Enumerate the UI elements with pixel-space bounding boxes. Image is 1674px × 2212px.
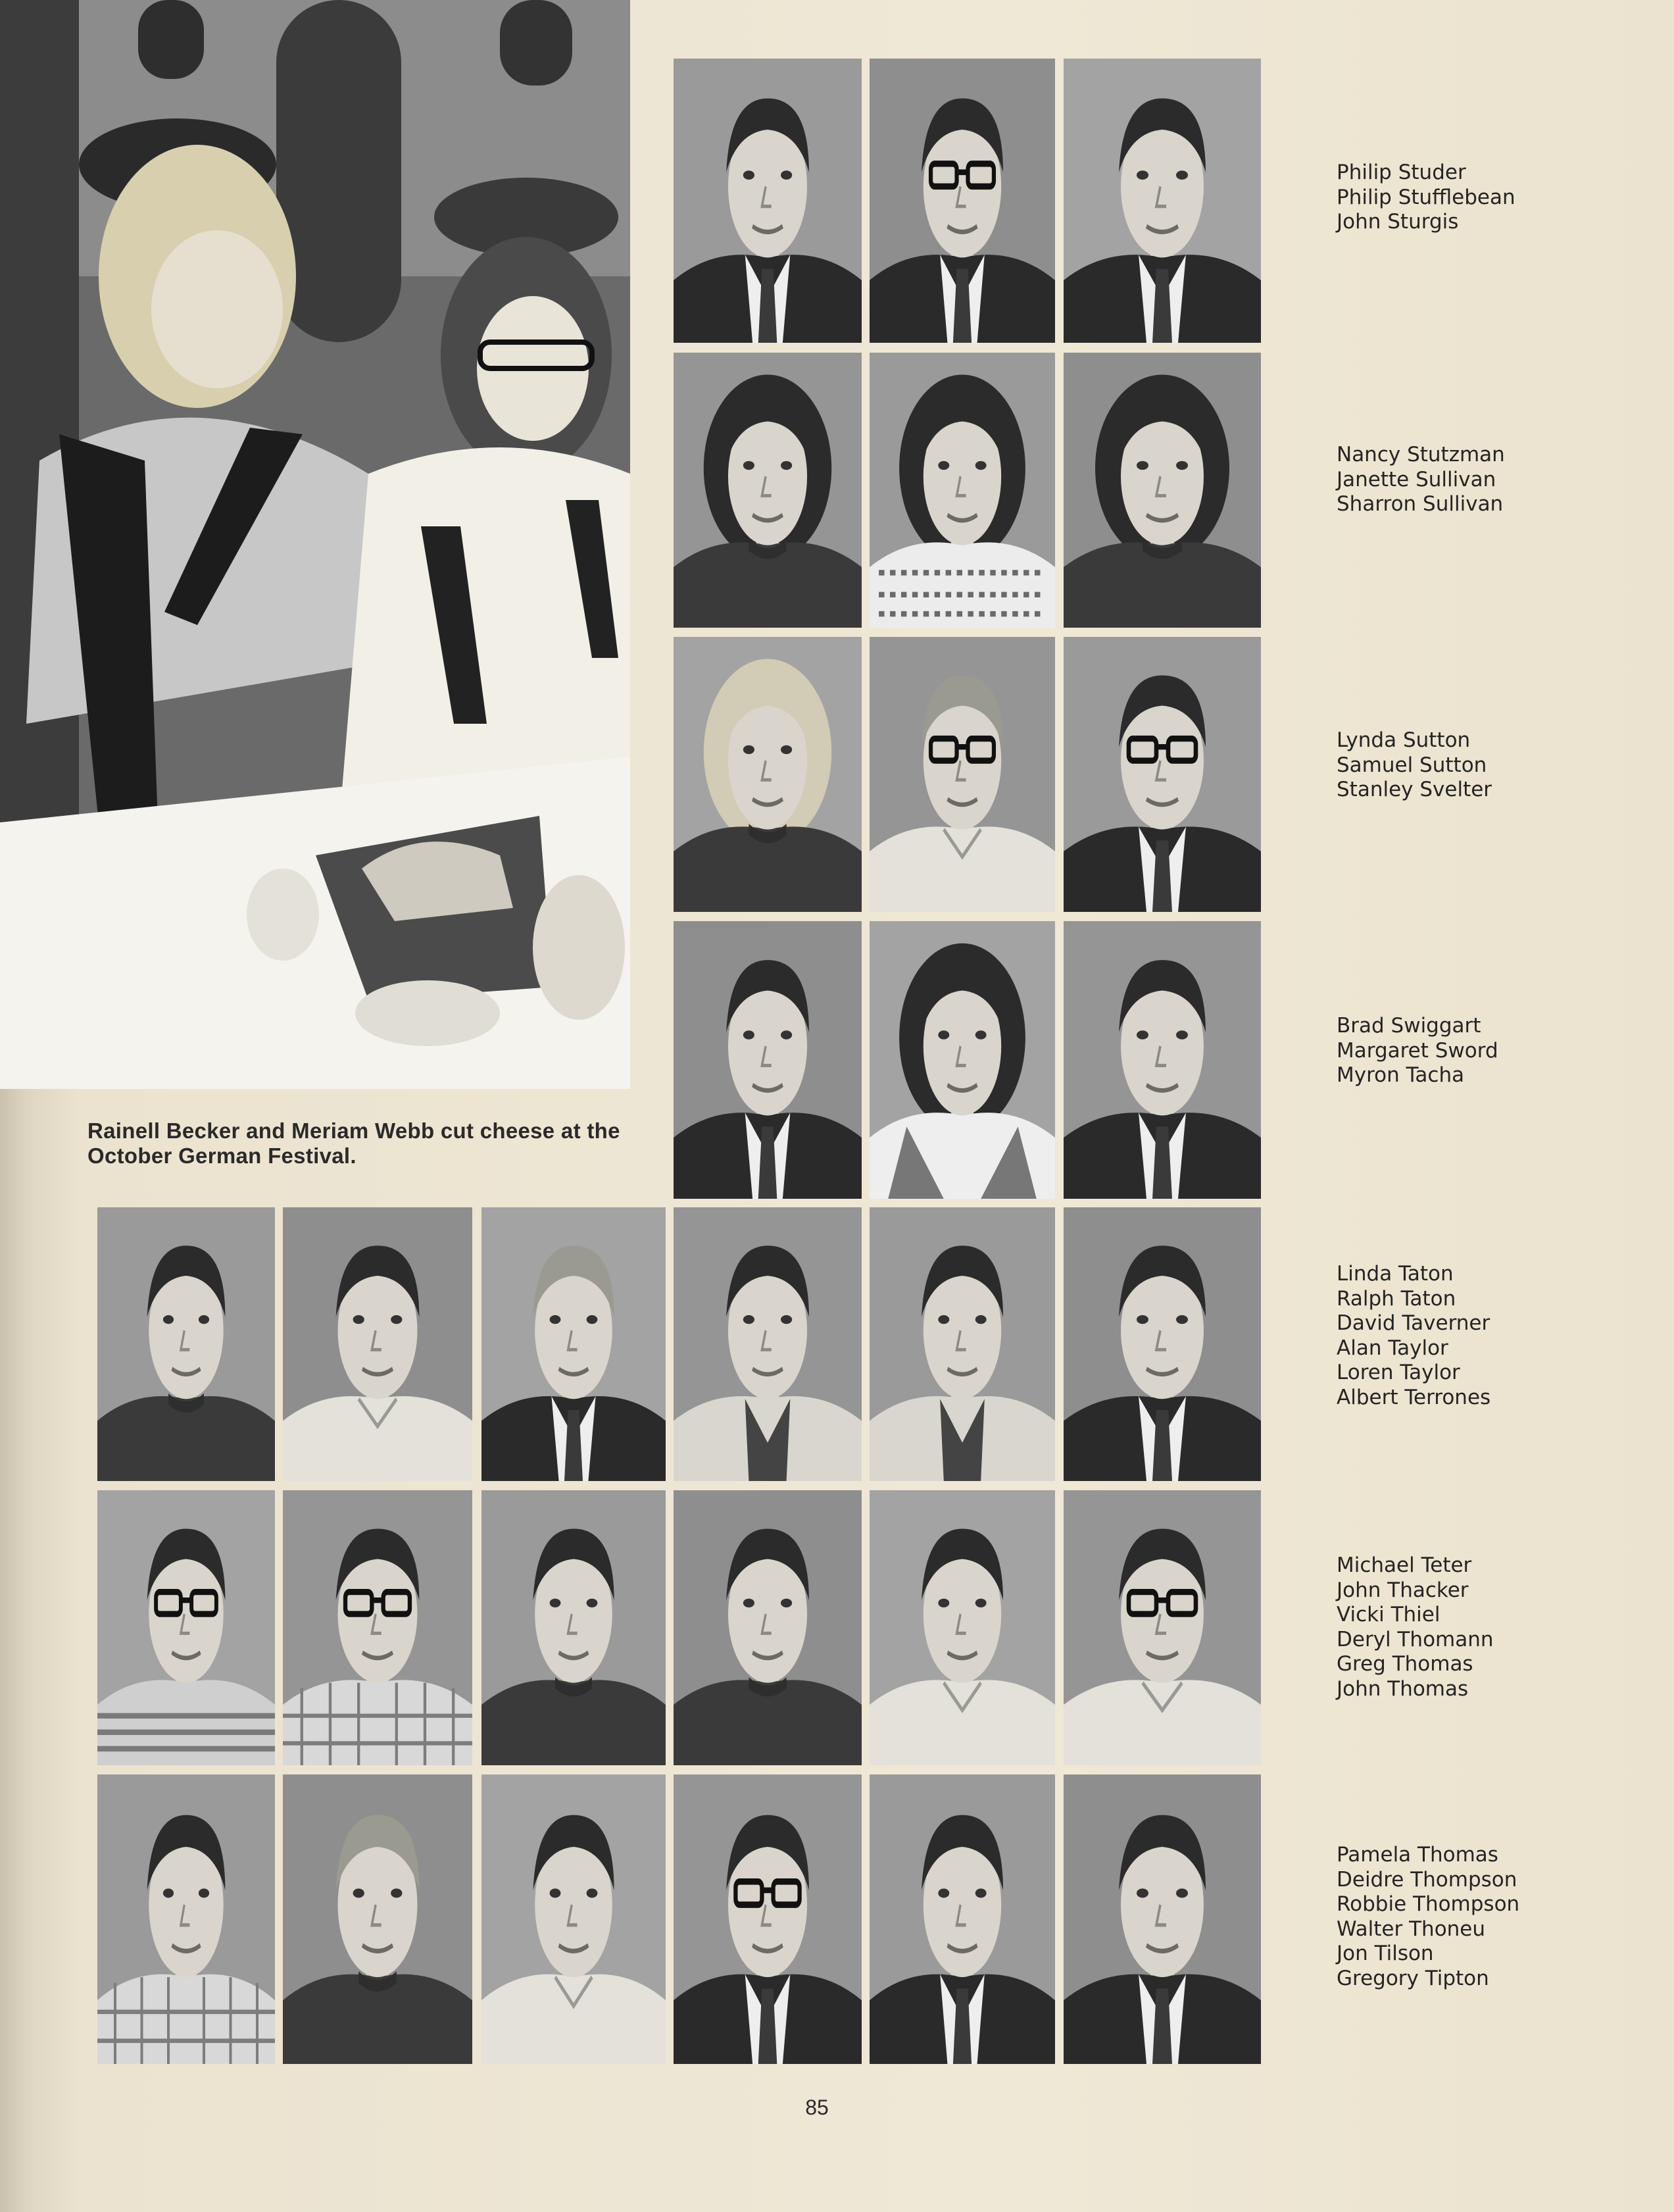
page-number: 85 xyxy=(805,2096,829,2119)
german-festival-photo xyxy=(0,0,630,1089)
student-portrait xyxy=(674,353,862,628)
names-group-2 xyxy=(1337,443,1652,517)
student-name: Jon Tilson xyxy=(1337,1942,1434,1965)
student-portrait xyxy=(674,1774,862,2064)
student-portrait xyxy=(481,1207,666,1481)
student-portrait xyxy=(1064,921,1261,1199)
student-name: Ralph Taton xyxy=(1337,1286,1456,1311)
student-name: Janette Sullivan xyxy=(1337,467,1496,491)
student-name: Stanley Svelter xyxy=(1337,778,1492,801)
student-name: Margaret Sword xyxy=(1337,1038,1498,1063)
student-name: Alan Taylor xyxy=(1337,1336,1448,1360)
student-portrait xyxy=(283,1774,472,2064)
names-group-7 xyxy=(1337,1843,1652,1991)
student-name: Brad Swiggart xyxy=(1337,1014,1481,1038)
student-name: Lynda Sutton xyxy=(1337,728,1471,752)
student-name: Linda Taton xyxy=(1337,1262,1454,1286)
names-group-1 xyxy=(1337,161,1652,235)
student-portrait xyxy=(283,1490,472,1765)
student-portrait xyxy=(870,1490,1055,1765)
names-group-3 xyxy=(1337,728,1652,803)
student-name: Gregory Tipton xyxy=(1337,1966,1489,1990)
student-portrait xyxy=(97,1490,275,1765)
student-portrait xyxy=(1064,353,1261,628)
student-name: John Thacker xyxy=(1337,1578,1469,1602)
student-portrait xyxy=(870,1207,1055,1481)
student-portrait xyxy=(1064,59,1261,343)
student-portrait xyxy=(870,637,1055,912)
student-name: Greg Thomas xyxy=(1337,1652,1473,1676)
student-name: Myron Tacha xyxy=(1337,1063,1465,1087)
student-portrait xyxy=(97,1207,275,1481)
student-portrait xyxy=(674,1490,862,1765)
student-portrait xyxy=(481,1490,666,1765)
student-portrait xyxy=(674,637,862,912)
student-portrait xyxy=(870,1774,1055,2064)
student-portrait xyxy=(870,59,1055,343)
student-name: Deidre Thompson xyxy=(1337,1867,1517,1892)
student-portrait xyxy=(97,1774,275,2064)
student-name: Sharron Sullivan xyxy=(1337,492,1504,516)
student-name: John Sturgis xyxy=(1337,210,1459,234)
student-name: Philip Stufflebean xyxy=(1337,185,1515,209)
student-name: Samuel Sutton xyxy=(1337,753,1487,777)
photo-caption: Rainell Becker and Meriam Webb cut cheese at the October German Festival. xyxy=(87,1119,620,1168)
student-name: Walter Thoneu xyxy=(1337,1917,1486,1941)
student-name: Vicki Thiel xyxy=(1337,1603,1440,1626)
student-name: Loren Taylor xyxy=(1337,1361,1460,1384)
student-portrait xyxy=(674,921,862,1199)
student-name: Nancy Stutzman xyxy=(1337,443,1505,466)
student-portrait xyxy=(870,353,1055,628)
student-portrait xyxy=(1064,1774,1261,2064)
student-name: John Thomas xyxy=(1337,1676,1469,1701)
student-portrait xyxy=(481,1774,666,2064)
student-portrait xyxy=(674,1207,862,1481)
student-name: Pamela Thomas xyxy=(1337,1843,1498,1867)
student-portrait xyxy=(283,1207,472,1481)
student-name: Philip Studer xyxy=(1337,161,1466,184)
student-name: Michael Teter xyxy=(1337,1553,1472,1577)
student-portrait xyxy=(1064,1490,1261,1765)
names-group-5 xyxy=(1337,1262,1652,1410)
student-name: Deryl Thomann xyxy=(1337,1627,1494,1651)
student-portrait xyxy=(1064,637,1261,912)
names-group-6 xyxy=(1337,1553,1652,1701)
student-name: David Taverner xyxy=(1337,1311,1490,1335)
student-name: Albert Terrones xyxy=(1337,1385,1491,1409)
student-portrait xyxy=(674,59,862,343)
student-portrait xyxy=(870,921,1055,1199)
student-portrait xyxy=(1064,1207,1261,1481)
names-group-4 xyxy=(1337,1014,1652,1088)
student-name: Robbie Thompson xyxy=(1337,1892,1520,1916)
